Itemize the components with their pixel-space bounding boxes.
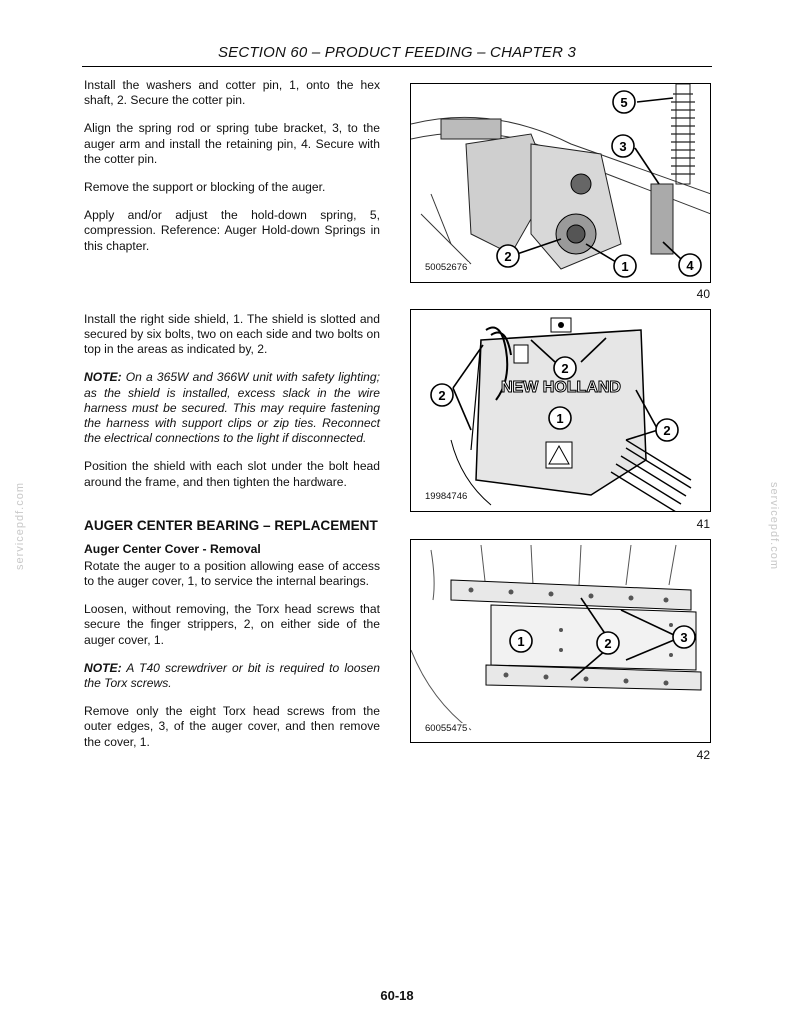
section-heading: AUGER CENTER BEARING – REPLACEMENT (84, 517, 378, 533)
callout-label: 2 (504, 249, 512, 264)
callout-label: 5 (620, 95, 628, 110)
note-label: NOTE: (84, 660, 122, 675)
auger-center-cover-drawing (411, 540, 711, 743)
note-t40 (84, 661, 380, 691)
step-remove-cover: Remove only the eight Torx head screws from the outer edges, 3, of the auger cover, and then remove the cover, 1. (84, 704, 380, 749)
callout-label: 2 (561, 361, 569, 376)
page-number: 60-18 (380, 988, 414, 1003)
step-adjust-spring: Apply and/or adjust the hold-down spring, 5, compression. Reference: Auger Hold-down Springs in this chapter. (84, 208, 380, 253)
figure-41-illustration (410, 309, 711, 512)
callout-label: 3 (680, 630, 688, 645)
figure-code: 19984746 (425, 491, 468, 502)
shield-brand-text: NEW HOLLAND (501, 379, 621, 396)
watermark-right: servicepdf.com (767, 482, 780, 570)
figure-42-illustration (410, 539, 711, 743)
figure-number: 40 (696, 287, 710, 301)
figure-number: 41 (696, 517, 710, 531)
callout-label: 3 (619, 139, 627, 154)
step-loosen-screws: Loosen, without removing, the Torx head screws that secure the finger strippers, 2, on either side of the auger cover, 1. (84, 602, 380, 647)
step-align-spring-rod: Align the spring rod or spring tube bracket, 3, to the auger arm and install the retaining pin, 4. Secure with the cotter pin. (84, 121, 380, 166)
figure-number: 42 (696, 748, 710, 762)
callout-label: 1 (621, 259, 629, 274)
watermark-left: servicepdf.com (13, 482, 26, 570)
spacer (84, 267, 380, 312)
callout-label: 1 (556, 411, 564, 426)
step-install-shield: Install the right side shield, 1. The shield is slotted and secured by six bolts, two on each side and two bolts on top in the areas as indicated by, 2. (84, 311, 380, 357)
figure-code: 60055475 (425, 723, 468, 734)
callout-label: 2 (663, 423, 671, 438)
step-install-washers: Install the washers and cotter pin, 1, onto the hex shaft, 2. Secure the cotter pin. (84, 78, 380, 108)
step-position-shield: Position the shield with each slot under the bolt head around the frame, and then tighten the hardware. (84, 459, 380, 489)
step-rotate-auger: Rotate the auger to a position allowing ease of access to the auger cover, 1, to service the internal bearings. (84, 558, 380, 589)
sub-heading: Auger Center Cover - Removal (84, 541, 261, 556)
right-side-shield-drawing (411, 310, 711, 512)
callout-label: 2 (604, 636, 612, 651)
note-label: NOTE: (84, 370, 122, 385)
callout-label: 2 (438, 388, 446, 403)
callout-label: 4 (686, 258, 694, 273)
figure-40-illustration (410, 83, 711, 283)
header-divider (82, 66, 712, 67)
note-safety-lighting (84, 370, 380, 446)
auger-arm-drawing (411, 84, 711, 283)
section-header: SECTION 60 – PRODUCT FEEDING – CHAPTER 3 (217, 44, 577, 61)
step-remove-support: Remove the support or blocking of the auger. (84, 180, 326, 195)
note-text: A T40 screwdriver or bit is required to loosen the Torx screws. (84, 660, 380, 691)
note-text: On a 365W and 366W unit with safety lighting; as the shield is installed, excess slack in the wire harness must be secured. This may require fastening the harness with support clips or zip ties. Reconnect the electrical connections to the light if disconnected. (84, 370, 380, 446)
callout-label: 1 (517, 634, 525, 649)
instructions-column (84, 78, 380, 763)
figure-code: 50052676 (425, 262, 468, 273)
